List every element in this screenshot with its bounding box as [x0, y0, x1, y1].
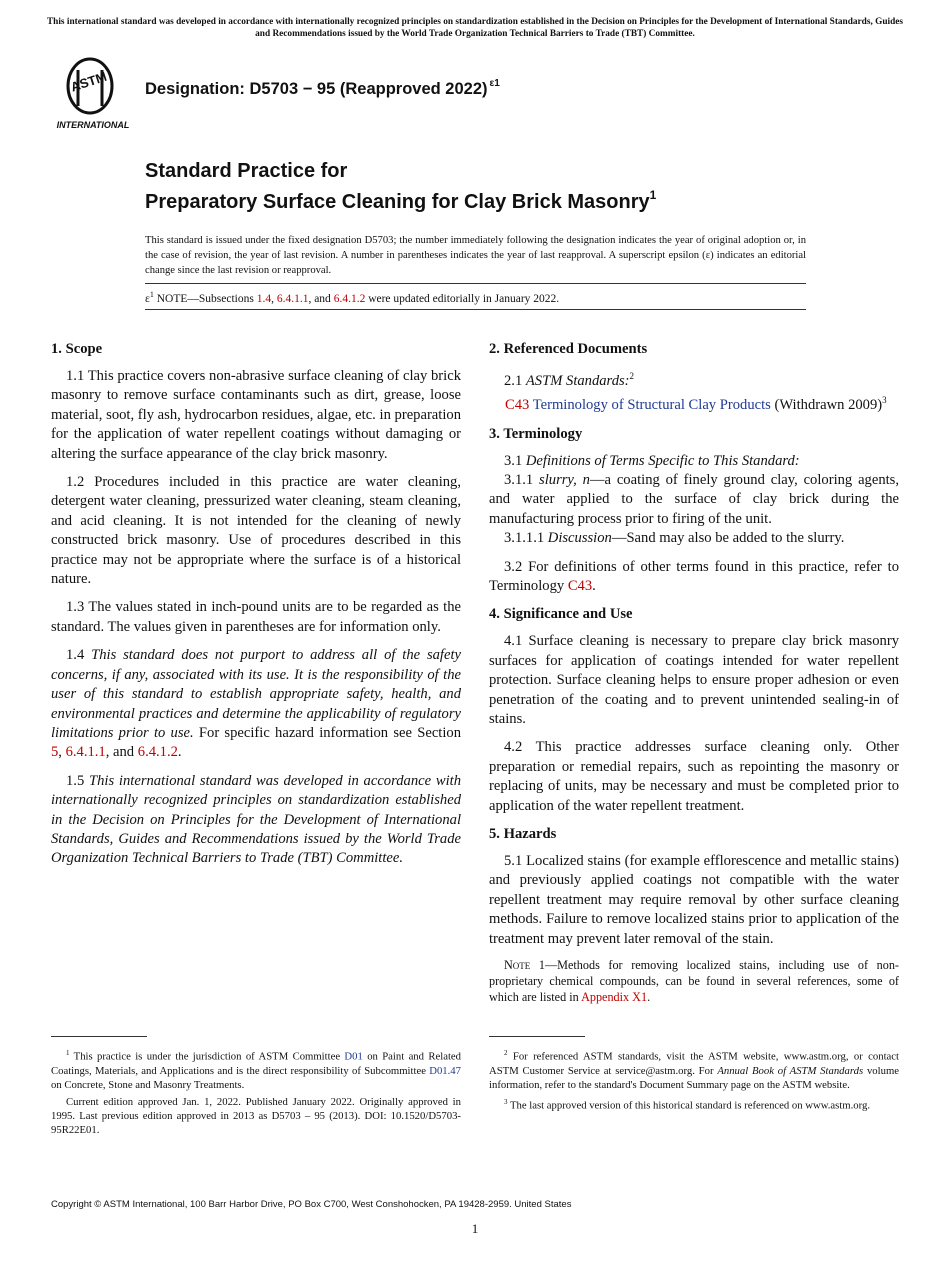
- left-column: [51, 340, 461, 878]
- paragraph-3-1: 3.1 Definitions of Terms Specific to This Standard:: [504, 452, 800, 469]
- referenced-documents-heading: 2. Referenced Documents: [489, 341, 648, 357]
- document-title: [145, 159, 656, 214]
- reference-entry-c43: C43 Terminology of Structural Clay Products (Withdrawn 2009)$^3$: [505, 395, 887, 414]
- paragraph-2-1: 2.1 ASTM Standards:$^2$: [504, 371, 635, 389]
- link-c43[interactable]: C43: [505, 397, 530, 414]
- right-column: [489, 340, 899, 1014]
- footnote-1-edition: Current edition approved Jan. 1, 2022. Published January 2022. Originally approved in 1995. Last previous edition approved in 2013 as D5703 – 95 (2013). DOI: 10.1520/D5703-95R22E01.: [51, 1095, 461, 1137]
- footnote-1: $^1$ This practice is under the jurisdiction of ASTM Committee D01 on Paint and Related Coatings, Materials, and Applications and is the direct responsibility of Subcommittee D01.47 on Concrete, Stone and Masonry Treatments.: [51, 1049, 461, 1091]
- footnotes-left: [51, 1046, 461, 1140]
- paragraph-5-1: 5.1 Localized stains (for example efflorescence and metallic stains) and previously applied coatings not compatible with the water repellent treatment may require removal by other surface cleaning methods. Failure to remove localized stains prior to application of the treatment may prevent later removal of the stain.: [489, 853, 899, 947]
- paragraph-4-1: 4.1 Surface cleaning is necessary to prepare clay brick masonry surfaces for application of coatings intended for water repellent protection. Surface cleaning helps to ensure proper adhesion or even penetration of the coating and to prevent unintended sealing-in of stains.: [489, 633, 899, 727]
- link-6-4-1-2[interactable]: 6.4.1.2: [333, 292, 366, 305]
- link-appendix-x1[interactable]: Appendix X1: [581, 989, 648, 1004]
- issue-statement: This standard is issued under the fixed designation D5703; the number immediately following the designation indicates the year of original adoption or, in the case of revision, the year of last revision. A number in parentheses indicates the year of last reapproval. A superscript epsilon (ε) indicates an editorial change since the last revision or reapproval.: [145, 235, 806, 276]
- link-1-4[interactable]: 1.4: [256, 292, 272, 305]
- paragraph-1-4: 1.4 This standard does not purport to address all of the safety concerns, if any, associated with its use. It is the responsibility of the user of this standard to establish appropriate safety, health, and environmental practices and determine the applicability of regulatory limitations prior to use. For specific hazard information see Section 5, 6.4.1.1, and 6.4.1.2.: [51, 647, 461, 761]
- designation-epsilon: ε1: [489, 78, 500, 89]
- link-c43-title[interactable]: Terminology of Structural Clay Products: [532, 397, 771, 414]
- paragraph-3-2: 3.2 For definitions of other terms found in this practice, refer to Terminology C43.: [489, 558, 899, 594]
- paragraph-3-1-1-1: 3.1.1.1 Discussion—Sand may also be added to the slurry.: [504, 530, 845, 547]
- standards-notice: This international standard was developed in accordance with internationally recognized principles on standardization established in the Decision on Principles for the Development of International Standards, Guides and Recommendations issued by the World Trade Organization Technical Barriers to Trade (TBT) Committee.: [46, 17, 904, 39]
- footnote-divider-left: [51, 1036, 147, 1037]
- footnote-2: $^2$ For referenced ASTM standards, visit the ASTM website, www.astm.org, or contact ASTM Customer Service at service@astm.org. For Annual Book of ASTM Standards volume information, refer to the standard's Document Summary page on the ASTM website.: [489, 1049, 899, 1091]
- hazards-heading: 5. Hazards: [489, 826, 557, 843]
- link-6-4-1-1[interactable]: 6.4.1.1: [276, 292, 309, 305]
- link-section-5[interactable]: 5: [51, 744, 59, 761]
- link-6-4-1-1[interactable]: 6.4.1.1: [65, 744, 106, 761]
- title-line-2: Preparatory Surface Cleaning for Clay Brick Masonry$^1$: [145, 188, 657, 213]
- paragraph-1-3: 1.3 The values stated in inch-pound units are to be regarded as the standard. The values given in parentheses are for information only.: [51, 599, 461, 635]
- epsilon-note: $\varepsilon^1$ NOTE—Subsections 1.4, 6.4.1.1, and 6.4.1.2 were updated editorially in January 2022.: [145, 283, 806, 310]
- scope-heading: 1. Scope: [51, 341, 103, 357]
- paragraph-4-2: 4.2 This practice addresses surface cleaning only. Other preparation or remedial repairs, such as repointing the masonry or replacing of units, may be necessary and must be completed prior to application of the water repellent treatment.: [489, 739, 899, 814]
- svg-text:INTERNATIONAL: INTERNATIONAL: [56, 120, 130, 130]
- footnote-3: $^3$ The last approved version of this historical standard is referenced on www.astm.org.: [504, 1097, 870, 1112]
- svg-text:ASTM: ASTM: [68, 68, 109, 95]
- terminology-heading: 3. Terminology: [489, 425, 583, 442]
- link-committee-d01[interactable]: D01: [344, 1050, 363, 1063]
- paragraph-1-5: 1.5 This international standard was developed in accordance with internationally recognized principles on standardization established in the Decision on Principles for the Development of International Standards, Guides and Recommendations issued by the World Trade Organization Technical Barriers to Trade (TBT) Committee.: [51, 772, 462, 867]
- astm-logo: [52, 56, 136, 132]
- designation: Designation: D5703 − 95 (Reapproved 2022) $^{\varepsilon 1}$: [145, 78, 500, 98]
- link-c43-terminology[interactable]: C43: [567, 577, 593, 594]
- paragraph-1-2: 1.2 Procedures included in this practice are water cleaning, detergent water cleaning, pressurized water cleaning, steam cleaning, and acid cleaning. It is not intended for the cleaning of newly constructed brick masonry. Use of procedures described in this practice may not be appropriate where the surface is of a historical nature.: [51, 474, 461, 588]
- copyright: Copyright © ASTM International, 100 Barr Harbor Drive, PO Box C700, West Conshohocken, PA 19428-2959. United States: [51, 1199, 572, 1210]
- significance-heading: 4. Significance and Use: [489, 606, 633, 623]
- paragraph-3-1-1: 3.1.1 slurry, n—a coating of finely ground clay, coloring agents, and water applied to the surface of clay brick during the manufacturing process prior to firing of the unit.: [489, 471, 899, 527]
- astm-logo-icon: [52, 56, 136, 132]
- note-1: Note 1—Methods for removing localized stains, including use of non-proprietary chemical compounds, can be found in several references, some of which are listed in Appendix X1.: [489, 958, 899, 1004]
- page-number: 1: [471, 1221, 479, 1236]
- footnote-divider-right: [489, 1036, 585, 1037]
- footnotes-right: [489, 1046, 899, 1116]
- title-line-1: Standard Practice for: [145, 160, 348, 182]
- paragraph-1-1: 1.1 This practice covers non-abrasive surface cleaning of clay brick masonry to remove surface contaminants such as dirt, grease, loose material, soot, fly ash, hydrocarbon residues, algae, etc. in preparation for the application of water repellent coatings without damaging or altering the surface appearance of the clay brick masonry.: [51, 368, 461, 462]
- link-subcommittee-d01-47[interactable]: D01.47: [429, 1064, 461, 1077]
- link-6-4-1-2[interactable]: 6.4.1.2: [137, 744, 178, 761]
